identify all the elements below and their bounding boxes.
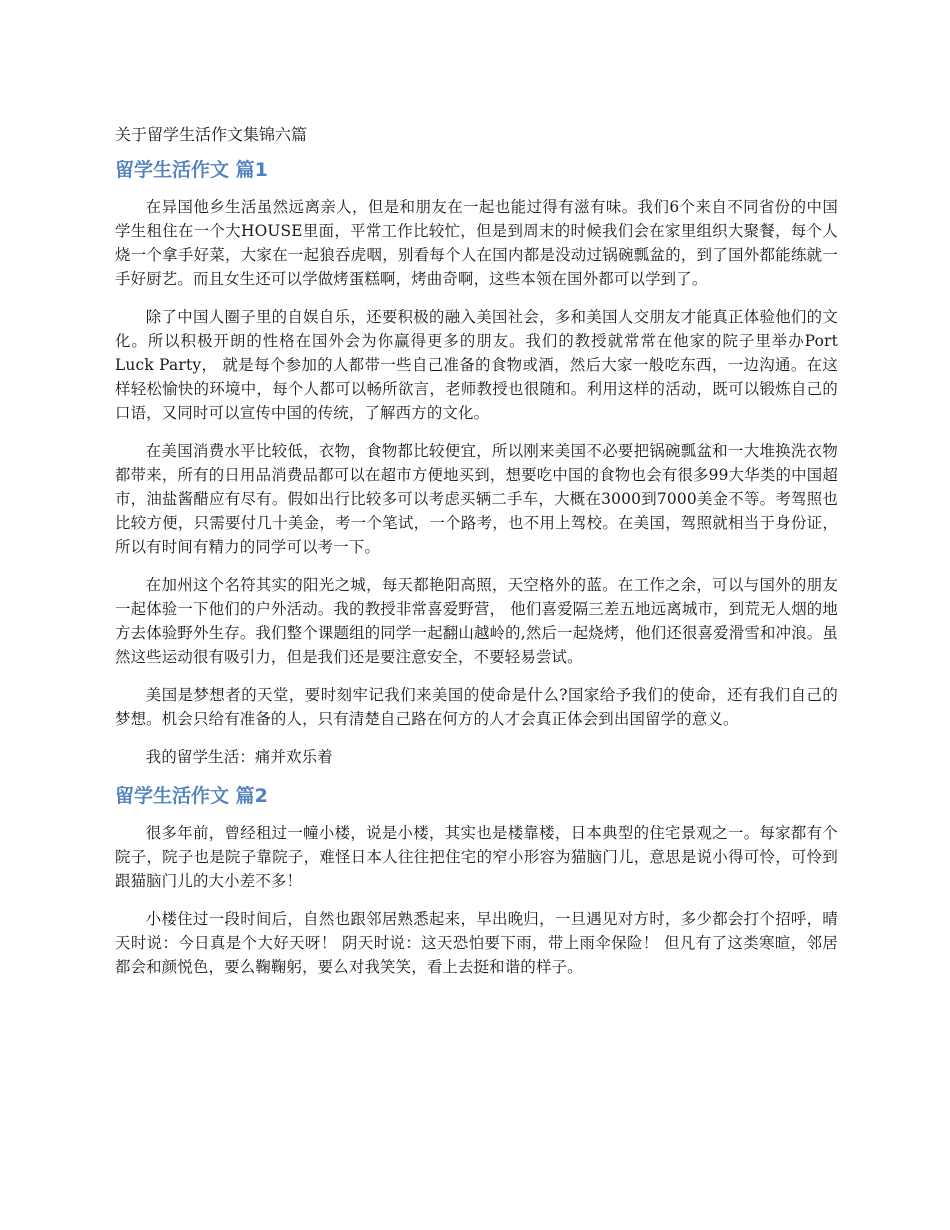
paragraph: 在异国他乡生活虽然远离亲人，但是和朋友在一起也能过得有滋有味。我们6个来自不同省份的中国学生租住在一个大HOUSE里面，平常工作比较忙，但是到周末的时候我们会在家里组织大聚餐，每个人烧一个拿手好菜，大家在一起狼吞虎咽，别看每个人在国内都是没动过锅碗瓢盆的，到了国外都能练就一手好厨艺。而且女生还可以学做烤蛋糕啊，烤曲奇啊，这些本领在国外都可以学到了。 [115, 198, 838, 288]
paragraph: 在加州这个名符其实的阳光之城，每天都艳阳高照，天空格外的蓝。在工作之余，可以与国外的朋友一起体验一下他们的户外活动。我的教授非常喜爱野营， 他们喜爱隔三差五地远离城市，到荒无人烟的地方去体验野外生存。我们整个课题组的同学一起翻山越岭的,然后一起烧烤，他们还很喜爱滑雪和冲浪。虽然这些运动很有吸引力，但是我们还是要注意安全，不要轻易尝试。 [115, 576, 838, 666]
paragraph: 在美国消费水平比较低，衣物，食物都比较便宜，所以刚来美国不必要把锅碗瓢盆和一大堆换洗衣物都带来，所有的日用品消费品都可以在超市方便地买到，想要吃中国的食物也会有很多99大华类的中国超市，油盐酱醋应有尽有。假如出行比较多可以考虑买辆二手车，大概在3000到7000美金不等。考驾照也比较方便，只需要付几十美金，考一个笔试，一个路考，也不用上驾校。在美国，驾照就相当于身份证，所以有时间有精力的同学可以考一下。 [115, 442, 838, 556]
paragraph: 除了中国人圈子里的自娱自乐，还要积极的融入美国社会，多和美国人交朋友才能真正体验他们的文化。所以积极开朗的性格在国外会为你赢得更多的朋友。我们的教授就常常在他家的院子里举办Port Luck Party， 就是每个参加的人都带一些自己准备的食物或酒，然后大家一般吃东西，一边沟通。在这样轻松愉快的环境中，每个人都可以畅所欲言，老师教授也很随和。利用这样的活动，既可以锻炼自己的口语，又同时可以宣传中国的传统，了解西方的文化。 [115, 308, 838, 422]
section-heading: 留学生活作文 篇2 [115, 785, 268, 807]
paragraph: 小楼住过一段时间后，自然也跟邻居熟悉起来，早出晚归，一旦遇见对方时，多少都会打个招呼，晴天时说：今日真是个大好天呀！ 阴天时说：这天恐怕要下雨，带上雨伞保险！ 但凡有了这类寒暄，邻居都会和颜悦色，要么鞠鞠躬，要么对我笑笑，看上去挺和谐的样子。 [115, 910, 838, 976]
section-heading: 留学生活作文 篇1 [115, 159, 268, 181]
paragraph: 我的留学生活：痛并欢乐着 [145, 748, 333, 766]
paragraph: 很多年前，曾经租过一幢小楼，说是小楼，其实也是楼靠楼，日本典型的住宅景观之一。每家都有个院子，院子也是院子靠院子，难怪日本人往往把住宅的窄小形容为猫脑门儿，意思是说小得可怜，可怜到跟猫脑门儿的大小差不多！ [115, 824, 838, 890]
document-title: 关于留学生活作文集锦六篇 [115, 125, 308, 144]
essay-section-2 [115, 783, 838, 979]
essay-section-1 [115, 157, 838, 769]
paragraph: 美国是梦想者的天堂，要时刻牢记我们来美国的使命是什么?国家给予我们的使命，还有我们自己的梦想。机会只给有准备的人，只有清楚自己路在何方的人才会真正体会到出国留学的意义。 [115, 686, 838, 728]
